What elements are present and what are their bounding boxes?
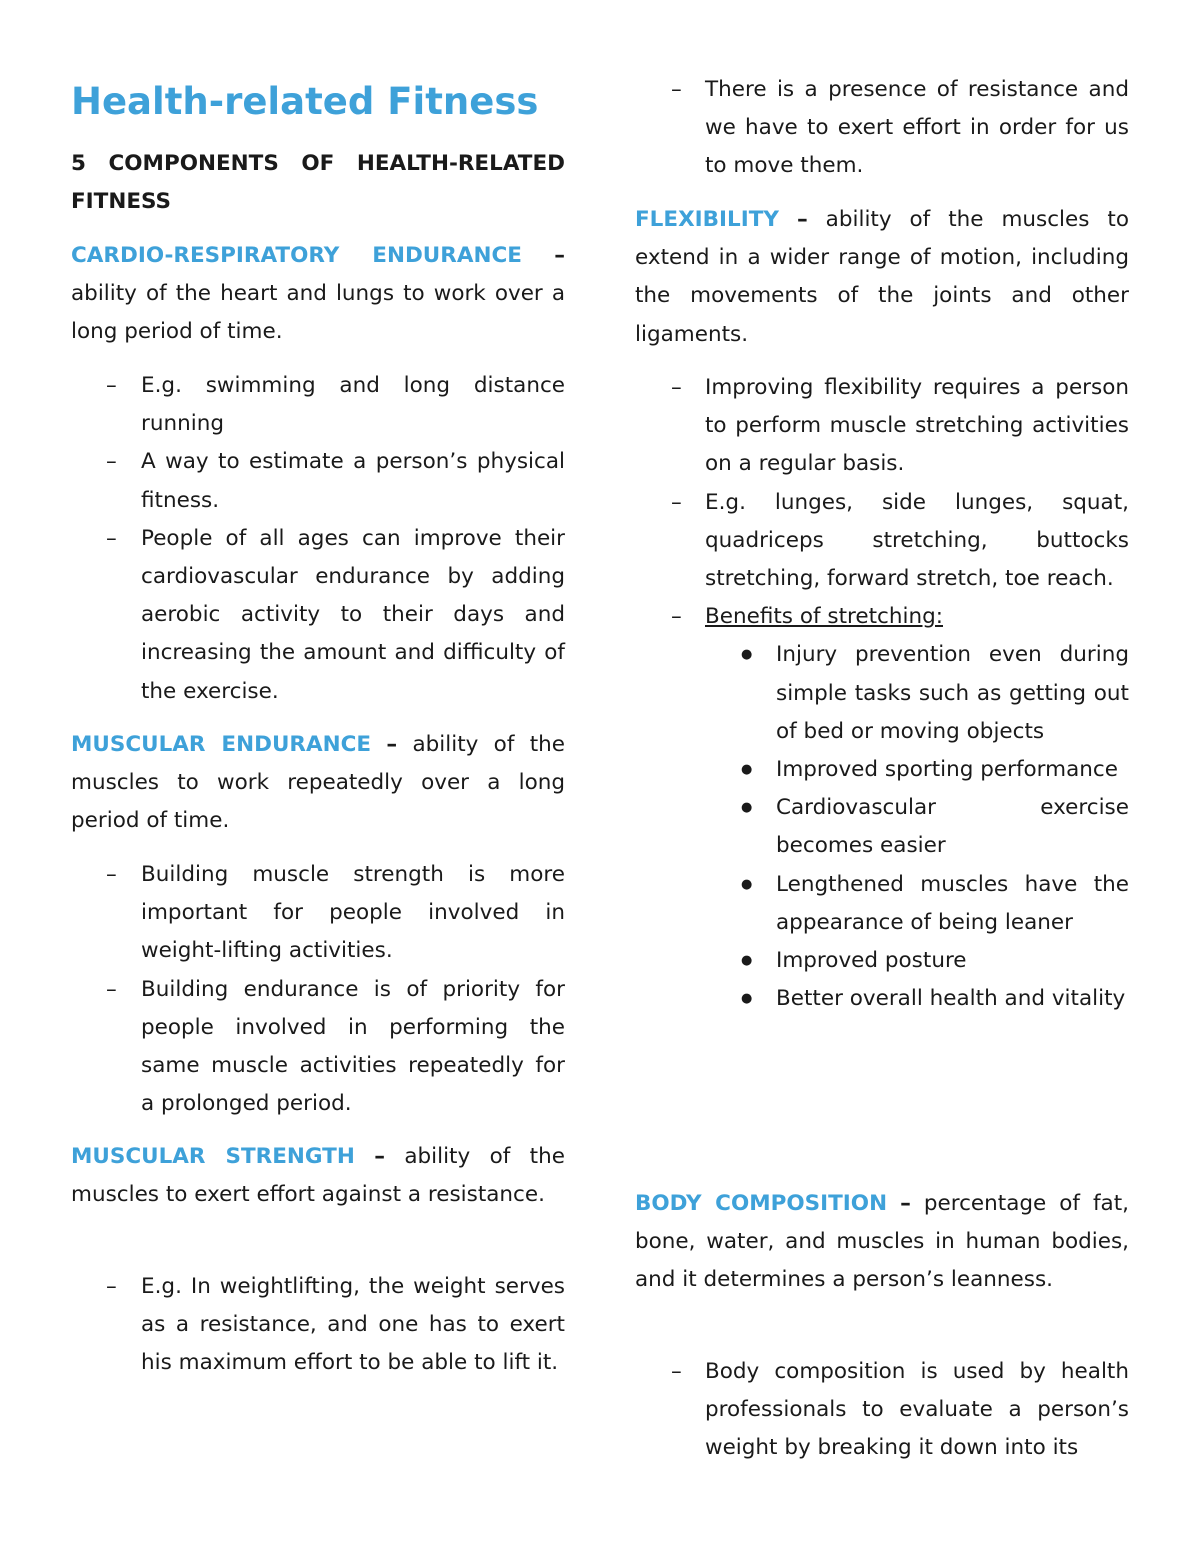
term-separator: – [374,1144,385,1169]
flexibility-definition-text: ability of the muscles to extend in a wider range of motion, including the movements of the joints and other ligaments. [635,207,1129,347]
term-separator: – [386,732,398,757]
muscular-endurance-term: MUSCULAR ENDURANCE [71,732,372,757]
list-item: – Building muscle strength is more important for people involved in weight-lifting activities. [71,856,565,971]
muscular-strength-definition [71,1138,565,1214]
cardio-definition-text: ability of the heart and lungs to work over a long period of time. [71,281,565,345]
list-item [635,598,1129,1018]
list-item: – People of all ages can improve their cardiovascular endurance by adding aerobic activity to their days and increasing the amount and difficulty of the exercise. [71,520,565,711]
page-title: Health-related Fitness [71,80,539,123]
muscular-endurance-definition [71,726,565,841]
body-composition-definition [635,1185,1129,1300]
muscular-endurance-definition-text: ability of the muscles to work repeatedly over a long period of time. [71,732,565,834]
body-composition-term: BODY COMPOSITION [635,1191,888,1216]
list-item: ● Improved sporting performance [635,751,1129,789]
list-item: – E.g. In weightlifting, the weight serves as a resistance, and one has to exert his maximum effort to be able to lift it. [71,1268,565,1383]
flexibility-term: FLEXIBILITY [635,207,779,232]
term-separator: – [900,1191,911,1216]
list-item: – Improving flexibility requires a person to perform muscle stretching activities on a regular basis. [635,369,1129,484]
list-item: ● Cardiovascular exercise becomes easier [635,789,1129,865]
term-separator: – [796,207,808,232]
muscular-strength-term: MUSCULAR STRENGTH [71,1144,355,1169]
list-item: – There is a presence of resistance and we have to exert effort in order for us to move them. [635,71,1129,186]
cardio-definition [71,237,565,352]
list-item: ● Better overall health and vitality [635,980,1129,1018]
flexibility-definition [635,201,1129,354]
components-heading: 5 COMPONENTS OF HEALTH-RELATED FITNESS [71,151,565,215]
list-item: – Body composition is used by health professionals to evaluate a person’s weight by breaking it down into its [635,1353,1129,1468]
muscular-strength-points-continued [635,71,1129,186]
term-separator: – [554,243,565,268]
body-composition-definition-text: percentage of fat, bone, water, and muscles in human bodies, and it determines a person’s leanness. [635,1191,1129,1293]
list-item: – Building endurance is of priority for people involved in performing the same muscle activities repeatedly for a prolonged period. [71,971,565,1124]
list-item: ● Injury prevention even during simple tasks such as getting out of bed or moving objects [635,636,1129,751]
body-composition-points [635,1353,1129,1468]
list-item: – E.g. swimming and long distance running [71,367,565,443]
cardio-points [71,367,565,711]
benefits-list [635,636,1129,1018]
muscular-strength-points [71,1268,565,1383]
list-item: ● Improved posture [635,942,1129,980]
flexibility-points [635,369,1129,1018]
cardio-term: CARDIO-RESPIRATORY ENDURANCE [71,243,522,268]
list-item: ● Lengthened muscles have the appearance of being leaner [635,866,1129,942]
list-item: – E.g. lunges, side lunges, squat, quadriceps stretching, buttocks stretching, forward stretch, toe reach. [635,484,1129,599]
benefits-label: Benefits of stretching: [705,604,943,630]
muscular-endurance-points [71,856,565,1123]
list-item: – A way to estimate a person’s physical fitness. [71,443,565,519]
muscular-strength-definition-text: ability of the muscles to exert effort against a resistance. [71,1144,565,1208]
